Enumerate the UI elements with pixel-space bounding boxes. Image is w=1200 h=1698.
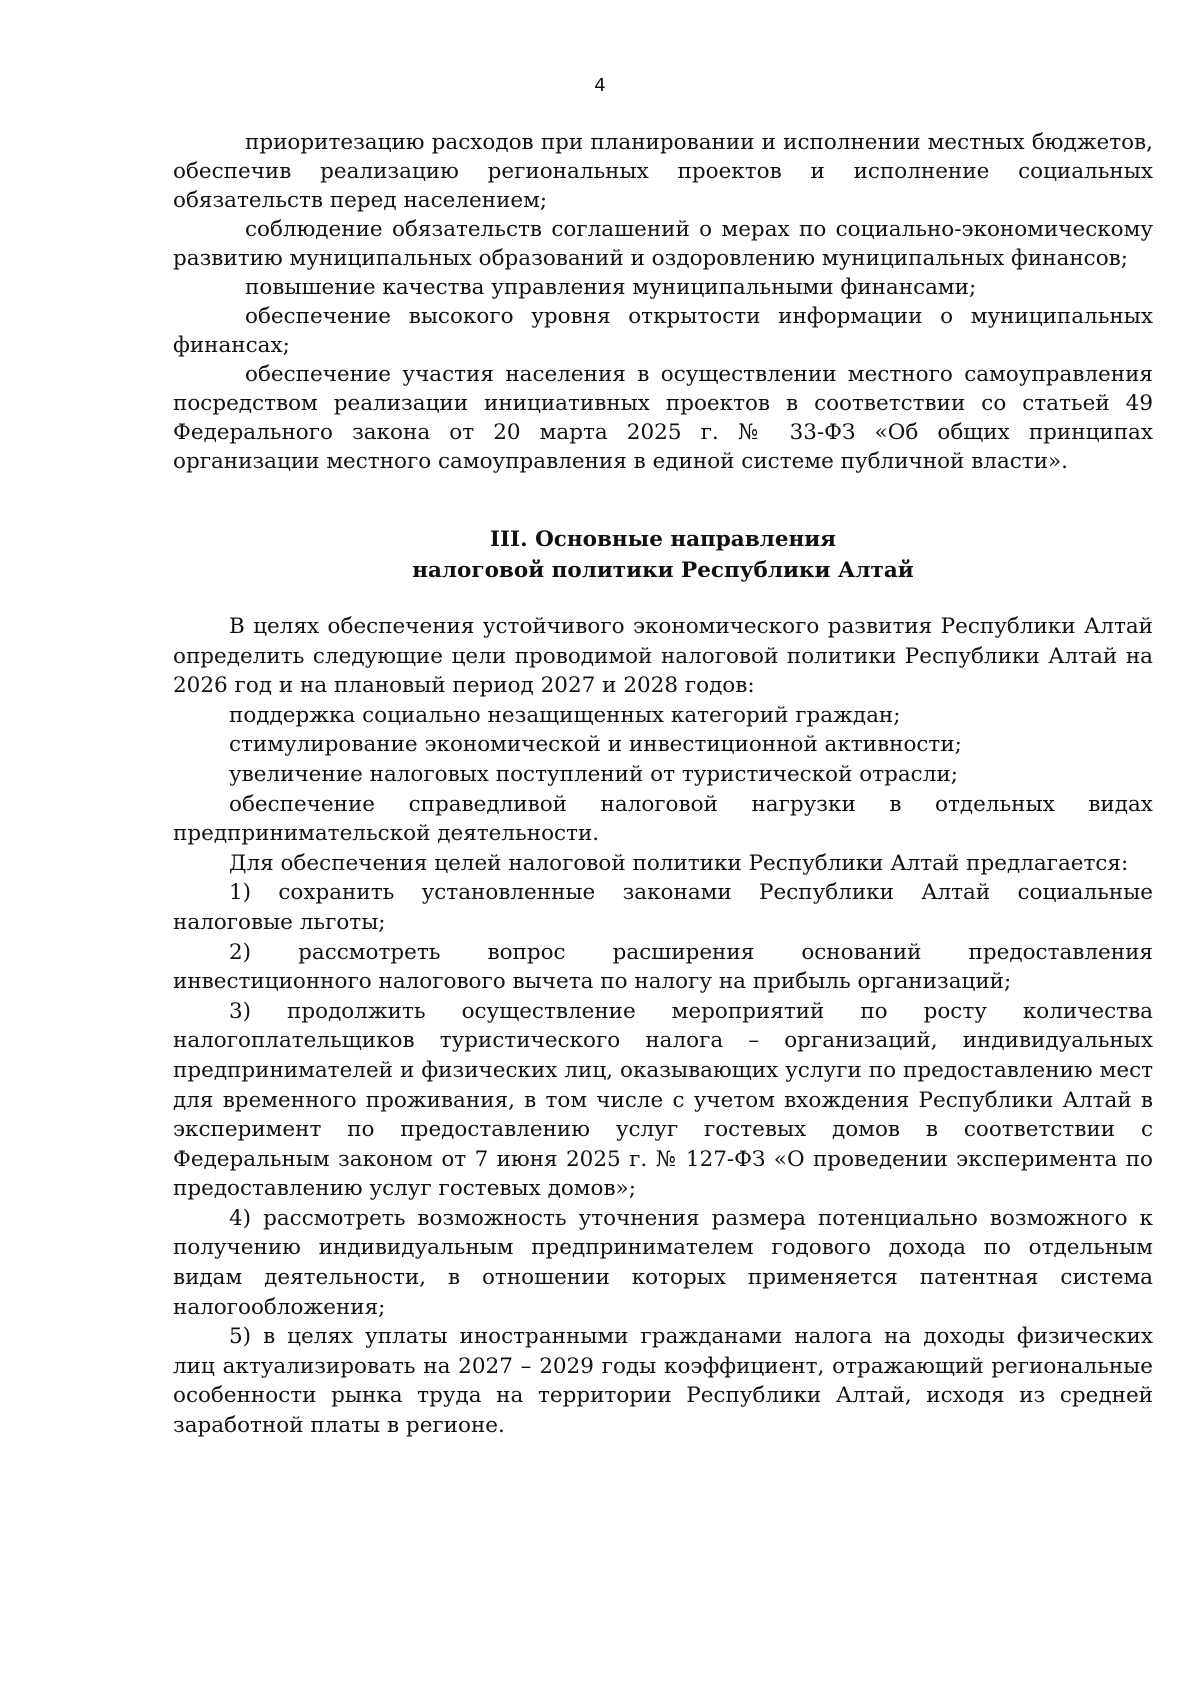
proposal-item: 3) продолжить осуществление мероприятий по росту количества налогоплательщиков туристического налога – организаций, индивидуальных предпринимателей и физических лиц, оказывающих услуги по предоставлению мест для временного проживания, в том числе с учетом вхождения Республики Алтай в эксперимент по предоставлению услуг гостевых домов в соответствии с Федеральным законом от 7 июня 2025 г. № 127-ФЗ «О проведении эксперимента по предоставлению услуг гостевых домов»; (173, 998, 1153, 1202)
paragraph: повышение качества управления муниципальными финансами; (245, 275, 977, 300)
goal-item: увеличение налоговых поступлений от туристической отрасли; (229, 761, 958, 787)
proposal-intro: Для обеспечения целей налоговой политики Республики Алтай предлагается: (229, 850, 1129, 876)
goal-item: стимулирование экономической и инвестиционной активности; (229, 732, 962, 758)
section-tax-policy (173, 612, 1153, 1441)
word: обеспечение (229, 791, 376, 817)
word: отдельных (935, 791, 1055, 817)
word: справедливой (408, 791, 567, 817)
goal-item: поддержка социально незащищенных категорий граждан; (229, 702, 901, 728)
word: налоговой (600, 791, 718, 817)
goal-item-justified-line (173, 790, 1153, 820)
paragraph: обеспечение высокого уровня открытости информации о муниципальных финансах; (173, 304, 1153, 358)
paragraph: обеспечение участия населения в осуществлении местного самоуправления посредством реализации инициативных проектов в соответствии со статьей 49 Федерального закона от 20 марта 2025 г. № 33-ФЗ «Об общих принципах организации местного самоуправления в единой системе публичной власти». (173, 362, 1153, 474)
section-heading-line-2: налоговой политики Республики Алтай (412, 558, 914, 583)
goal-item-continuation: предпринимательской деятельности. (173, 821, 600, 847)
proposal-item: 4) рассмотреть возможность уточнения размера потенциально возможного к получению индивидуальным предпринимателем годового дохода по отдельным видам деятельности, в отношении которых применяется патентная система налогообложения; (173, 1205, 1153, 1320)
paragraph: соблюдение обязательств соглашений о мерах по социально-экономическому развитию муниципальных образований и оздоровлению муниципальных финансов; (173, 217, 1153, 271)
word: нагрузки (751, 791, 856, 817)
word: в (889, 791, 902, 817)
word: видах (1088, 791, 1153, 817)
intro-paragraph: В целях обеспечения устойчивого экономического развития Республики Алтай определить следующие цели проводимой налоговой политики Республики Алтай на 2026 год и на плановый период 2027 и 2028 годов: (173, 614, 1153, 699)
page-number: 4 (594, 75, 606, 96)
section-municipal-finance (173, 128, 1153, 476)
proposal-item: 2) рассмотреть вопрос расширения оснований предоставления инвестиционного налогового вычета по налогу на прибыль организаций; (173, 939, 1153, 995)
proposal-item: 5) в целях уплаты иностранными гражданами налога на доходы физических лиц актуализировать на 2027 – 2029 годы коэффициент, отражающий региональные особенности рынка труда на территории Республики Алтай, исходя из средней заработной платы в регионе. (173, 1324, 1153, 1439)
section-heading-line-1: III. Основные направления (489, 527, 837, 552)
paragraph: приоритезацию расходов при планировании и исполнении местных бюджетов, обеспечив реализацию региональных проектов и исполнение социальных обязательств перед населением; (173, 130, 1153, 213)
section-heading (173, 524, 1153, 586)
proposal-item: 1) сохранить установленные законами Республики Алтай социальные налоговые льготы; (173, 880, 1153, 935)
